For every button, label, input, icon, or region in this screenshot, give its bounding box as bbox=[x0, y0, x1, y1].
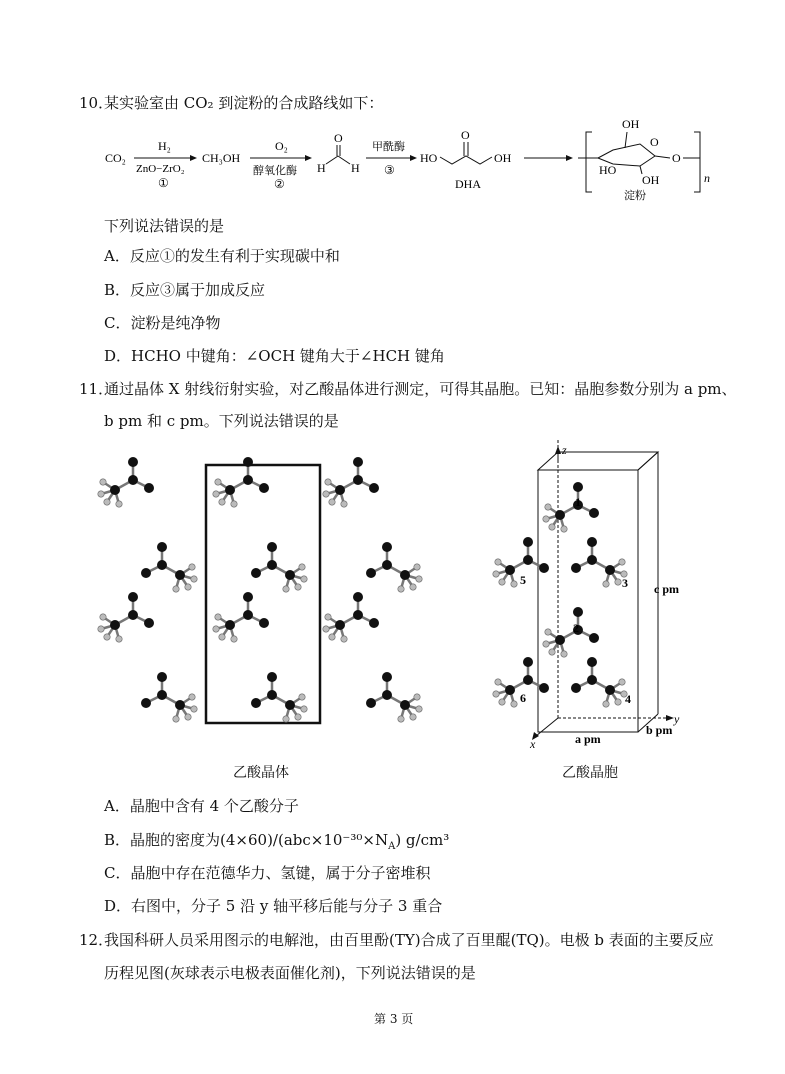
q11-option-b bbox=[104, 829, 449, 858]
q11-option-b-text: B．晶胞的密度为(4×60)/(abc×10⁻³⁰×N bbox=[104, 831, 389, 849]
dha-oh: OH bbox=[494, 151, 512, 165]
formaldehyde-h-left: H bbox=[317, 161, 326, 175]
right-figure-caption: 乙酸晶胞 bbox=[562, 765, 618, 781]
step2-label: ② bbox=[274, 177, 285, 191]
q10-prompt: 下列说法错误的是 bbox=[104, 217, 225, 235]
q10-option-b: B．反应③属于加成反应 bbox=[104, 281, 266, 299]
crystal-molecule bbox=[98, 592, 154, 642]
axis-x-label: x bbox=[530, 737, 536, 751]
starch-label: 淀粉 bbox=[624, 190, 646, 202]
crystal-molecule bbox=[251, 672, 307, 722]
acetic-acid-crystal-figure bbox=[85, 450, 465, 750]
starch-oh-top: OH bbox=[622, 117, 640, 131]
molecule-number-1: 1 bbox=[575, 495, 581, 509]
step3-label: ③ bbox=[384, 163, 395, 177]
molecule-number-2: 2 bbox=[573, 621, 579, 635]
formaldehyde-o: O bbox=[334, 131, 343, 145]
enzyme2-label: 甲酰酶 bbox=[372, 141, 405, 153]
dha-label: DHA bbox=[455, 177, 481, 191]
crystal-molecule bbox=[366, 542, 422, 592]
c-pm-label: c pm bbox=[654, 582, 679, 596]
crystal-molecule bbox=[366, 672, 422, 722]
formaldehyde-h-right: H bbox=[351, 161, 360, 175]
q11-option-b-sub: A bbox=[388, 841, 396, 852]
crystal-molecule bbox=[323, 592, 379, 642]
q10-reaction-scheme bbox=[100, 112, 720, 202]
starch-n: n bbox=[704, 171, 710, 185]
q11-option-a: A．晶胞中含有 4 个乙酸分子 bbox=[104, 797, 299, 815]
unit-cell-molecules bbox=[493, 482, 627, 707]
crystal-molecule bbox=[323, 457, 379, 507]
q10-option-d: D．HCHO 中键角：∠OCH 键角大于∠HCH 键角 bbox=[104, 347, 445, 365]
starch-o2: O bbox=[672, 151, 681, 165]
q11-stem-line1: 通过晶体 X 射线衍射实验，对乙酸晶体进行测定，可得其晶胞。已知：晶胞参数分别为 a pm、 bbox=[104, 380, 737, 398]
q11-number: 11． bbox=[79, 380, 114, 398]
molecule-number-6: 6 bbox=[520, 691, 526, 705]
starch-oh: OH bbox=[642, 173, 660, 187]
ch3oh-label: CH₃OH bbox=[202, 151, 241, 165]
a-pm-label: a pm bbox=[575, 732, 601, 746]
dha-ho: HO bbox=[420, 151, 438, 165]
q12-line1: 我国科研人员采用图示的电解池，由百里酚(TY)合成了百里醌(TQ)。电极 b 表面的主要反应 bbox=[104, 931, 714, 949]
molecule-number-3: 3 bbox=[622, 576, 628, 590]
left-figure-caption: 乙酸晶体 bbox=[233, 765, 289, 781]
o2-label: O₂ bbox=[275, 139, 288, 153]
q11-option-b-tail: ) g/cm³ bbox=[395, 831, 450, 849]
unit-cell-molecule bbox=[571, 657, 627, 707]
molecule-number-5: 5 bbox=[520, 573, 526, 587]
q12-line2: 历程见图(灰球表示电极表面催化剂)，下列说法错误的是 bbox=[104, 964, 476, 982]
enzyme1-label: 醇氧化酶 bbox=[253, 165, 297, 177]
q10-stem: 某实验室由 CO₂ 到淀粉的合成路线如下： bbox=[104, 94, 384, 112]
starch-o1: O bbox=[650, 135, 659, 149]
q10-number: 10． bbox=[79, 94, 114, 112]
q10-option-a: A．反应①的发生有利于实现碳中和 bbox=[104, 247, 340, 265]
unit-cell-molecule bbox=[543, 482, 599, 532]
starch-ho: HO bbox=[599, 163, 617, 177]
axis-z-label: z bbox=[562, 443, 567, 457]
molecule-number-4: 4 bbox=[625, 692, 631, 706]
acetic-acid-unit-cell-figure bbox=[480, 440, 700, 755]
h2-label: H₂ bbox=[158, 139, 171, 153]
crystal-molecule bbox=[251, 542, 307, 592]
crystal-molecule bbox=[213, 592, 269, 642]
crystal-molecules bbox=[98, 457, 422, 722]
q11-option-c: C．晶胞中存在范德华力、氢键，属于分子密堆积 bbox=[104, 864, 431, 882]
crystal-molecule bbox=[98, 457, 154, 507]
q10-option-c: C．淀粉是纯净物 bbox=[104, 314, 221, 332]
axis-y-label: y bbox=[674, 712, 680, 726]
crystal-molecule bbox=[141, 542, 197, 592]
q11-stem-line2: b pm 和 c pm。下列说法错误的是 bbox=[104, 412, 339, 430]
q12-number: 12． bbox=[79, 931, 114, 949]
crystal-molecule bbox=[141, 672, 197, 722]
step1-label: ① bbox=[158, 176, 169, 190]
unit-cell-molecule bbox=[543, 607, 599, 657]
unit-cell-molecule bbox=[571, 537, 627, 587]
co2-label: CO₂ bbox=[105, 151, 126, 165]
catalyst1-label: ZnO−ZrO₂ bbox=[136, 163, 185, 175]
b-pm-label: b pm bbox=[646, 723, 673, 737]
q11-option-d: D．右图中，分子 5 沿 y 轴平移后能与分子 3 重合 bbox=[104, 897, 443, 915]
dha-o: O bbox=[461, 128, 470, 142]
page-footer: 第 3 页 bbox=[374, 1012, 414, 1026]
